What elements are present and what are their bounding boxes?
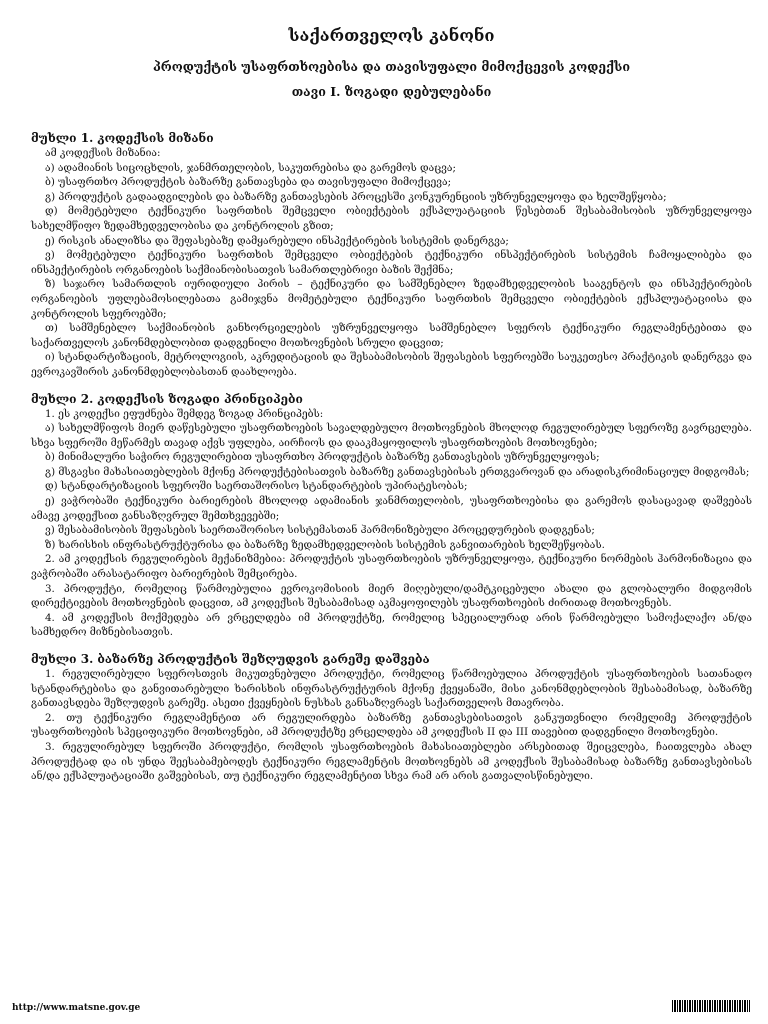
- article-title: მუხლი 1. კოდექსის მიზანი: [31, 131, 214, 145]
- article-paragraph: 2. თუ ტექნიკური რეგლამენტით არ რეგულირდება ბაზარზე განთავსებისათვის განკუთვნილი რომელიმე პროდუქტის უსაფრთხოების სპეციფიკური მოთხოვნები, ამ პროდუქტზე ვრცელდება ამ კოდექსის II და III თავებით დადგენილი მოთხოვნები.: [31, 711, 752, 739]
- article-paragraph: გ) მსგავსი მახასიათებლების მქონე პროდუქტებისათვის ბაზარზე განთავსებისას ერთგვაროვან და არადისკრიმინაციულ მიდგომას;: [45, 465, 750, 478]
- article-paragraph: ბ) უსაფრთხო პროდუქტის ბაზარზე განთავსება და თავისუფალი მიმოქცევა;: [45, 176, 452, 189]
- article-paragraph: დ) მომეტებული ტექნიკური საფრთხის შემცველი ობიექტების ექსპლუატაციის წესებთან შესაბამისობის უზრუნველყოფა სახელმწიფო ზედამხედველობისა და კონტროლის გზით;: [31, 205, 752, 232]
- article-paragraph: გ) პროდუქტის გადაადგილების და ბაზარზე განთავსების პროცესში კონკურენციის უზრუნველყოფა და ხელშეწყობა;: [45, 190, 667, 203]
- article-paragraph: 1. რეგულირებული სფეროსთვის მიკუთვნებული პროდუქტი, რომელიც წარმოებულია პროდუქტის უსაფრთხოების სათანადო სტანდარტებისა და განვითარებული ხარისხის ინფრასტრუქტურის მქონე ქვეყანაში, მისი კანონმდებლობის შესაბამისად, ბაზარზე განთავსდება შეზღუდვის გარეშე. ასეთი ქვეყნების ნუსხას განსაზღვრავს საქართველოს მთავრობა.: [31, 668, 752, 710]
- article-paragraph: 3. რეგულირებულ სფეროში პროდუქტი, რომლის უსაფრთხოების მახასიათებლები არსებითად შეიცვლება, ჩაითვლება ახალ პროდუქტად და ის უნდა შეესაბამებოდეს ტექნიკური რეგლამენტის მოთხოვნებს ამ კოდექსის შესაბამისად ბაზარზე განთავსებისას ან/და ექსპლუატაციაში გაშვებისას, თუ ტექნიკური რეგლამენტით სხვა რამ არ არის გათვალისწინებული.: [31, 740, 752, 783]
- article-paragraph: ა) სახელმწიფოს მიერ დაწესებული უსაფრთხოების სავალდებულო მოთხოვნების მხოლოდ რეგულირებულ სფეროზე გავრცელება. სხვა სფეროში მეწარმეს თავად აქვს უფლება, აირჩიოს და დააკმაყოფილოს უსაფრთხოების მოთხოვნები;: [31, 422, 752, 449]
- chapter-heading: თავი I. ზოგადი დებულებანი: [291, 84, 492, 99]
- article-paragraph: 4. ამ კოდექსის მოქმედება არ ვრცელდება იმ პროდუქტზე, რომელიც სპეციალურად არის წარმოებული სამოქალაქო ან/და სამხედრო მიზნებისათვის.: [31, 611, 752, 639]
- article-section: [31, 652, 752, 784]
- article-paragraph: ბ) მინიმალური საჭირო რეგულირებით უსაფრთხო პროდუქტის ბაზარზე განთავსების უზრუნველყოფას;: [45, 451, 600, 464]
- article-paragraph: დ) სტანდარტიზაციის სფეროში საერთაშორისო სტანდარტების უპირატესობას;: [45, 480, 468, 493]
- article-paragraph: 3. პროდუქტი, რომელიც წარმოებულია ევროკომისიის მიერ მიღებული/დამტკიცებული ახალი და გლობალური მიდგომის დირექტივების მოთხოვნების დაცვით, ამ კოდექსის შესაბამისად აკმაყოფილებს უსაფრთხოების ძირითად მოთხოვნებს.: [31, 582, 752, 610]
- article-paragraph: ი) სტანდარტიზაციის, მეტროლოგიის, აკრედიტაციის და შესაბამისობის შეფასების სფეროებში საუკეთესო პრაქტიკის დანერგვა და ევროკავშირის კანონმდებლობასთან დაახლოება.: [31, 351, 752, 378]
- article-paragraph: ზ) ხარისხის ინფრასტრუქტურისა და ბაზარზე ზედამხედველობის სისტემის განვითარების ხელშეწყობას.: [45, 538, 605, 551]
- barcode-image: [672, 1000, 750, 1012]
- article-paragraph: ვ) შესაბამისობის შეფასების საერთაშორისო სისტემასთან ჰარმონიზებული პროცედურების დადგენას;: [45, 524, 595, 537]
- article-paragraph: ამ კოდექსის მიზანია:: [45, 147, 161, 159]
- article-paragraph: 2. ამ კოდექსის რეგულირების მექანიზმებია: პროდუქტის უსაფრთხოების უზრუნველყოფა, ტექნიკური ნორმების ჰარმონიზაცია და ვაჭრობაში არასატარიფო ბარიერების შემცირება.: [31, 553, 752, 581]
- document-subtitle: პროდუქტის უსაფრთხოებისა და თავისუფალი მიმოქცევის კოდექსი: [153, 59, 630, 74]
- article-paragraph: ა) ადამიანის სიცოცხლის, ჯანმრთელობის, საკუთრებისა და გარემოს დაცვა;: [45, 161, 456, 174]
- article-section: [31, 392, 752, 641]
- article-paragraph: თ) სამშენებლო საქმიანობის განხორციელების უზრუნველყოფა სამშენებლო სფეროს ტექნიკური რეგლამენტებითა და საქართველოს კანონმდებლობით დადგენილი მოთხოვნების სრული დაცვით;: [31, 322, 752, 349]
- document-page: [31, 22, 752, 796]
- article-paragraph: 1. ეს კოდექსი ეფუძნება შემდეგ ზოგად პრინციპებს:: [45, 407, 324, 420]
- article-paragraph: ე) რისკის ანალიზსა და შეფასებაზე დამყარებული ინსპექტირების სისტემის დანერგვა;: [45, 234, 509, 247]
- article-title: მუხლი 2. კოდექსის ზოგადი პრინციპები: [31, 391, 303, 406]
- article-title: მუხლი 3. ბაზარზე პროდუქტის შეზღუდვის გარეშე დაშვება: [31, 652, 430, 666]
- article-section: [31, 131, 752, 380]
- footer-url-link[interactable]: http://www.matsne.gov.ge: [12, 1003, 141, 1013]
- articles-container: [31, 131, 752, 784]
- article-paragraph: ე) ვაჭრობაში ტექნიკური ბარიერების მხოლოდ ადამიანის ჯანმრთელობის, უსაფრთხოებისა და გარემოს დასაცავად დაშვებას ამავე კოდექსით განსაზღვრულ შემთხვევებში;: [31, 495, 752, 522]
- article-paragraph: ვ) მომეტებული ტექნიკური საფრთხის შემცველი ობიექტების ტექნიკური ინსპექტირების სისტემის ჩამოყალიბება და ინსპექტირების ორგანოების საქმიანობისათვის სამართლებრივი ბაზის შექმნა;: [31, 249, 752, 276]
- article-paragraph: ზ) საჯარო სამართლის იურიდიული პირის – ტექნიკური და სამშენებლო ზედამხედველობის სააგენტოს და ინსპექტირების ორგანოების უფლებამოსილებათა გამიჯვნა მომეტებული ტექნიკური საფრთხის შემცველი ობიექტების ექსპლუატაციისა და კონტროლის სფეროებში;: [31, 278, 752, 320]
- document-title: საქართველოს კანონი: [288, 26, 495, 45]
